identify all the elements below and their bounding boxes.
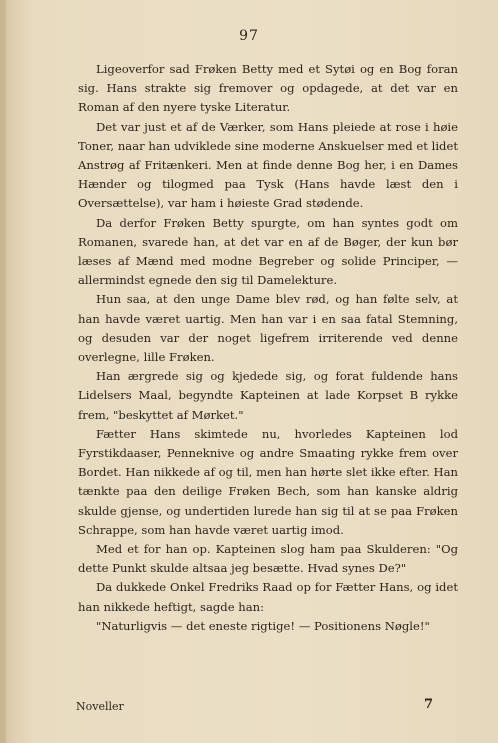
paragraph: Han ærgrede sig og kjedede sig, og forat fuldende hans Lidelsers Maal, begyndte Kapteinen at lade Korpset B rykke frem, "beskyttet af Mørket." <box>78 369 458 422</box>
signature-mark: 7 <box>424 697 434 712</box>
paragraph: "Naturligvis — det eneste rigtige! — Positionens Nøgle!" <box>96 618 430 633</box>
page-number: 97 <box>239 28 259 44</box>
paragraph: Med et for han op. Kapteinen slog ham paa Skulderen: "Og dette Punkt skulde altsaa jeg besætte. Hvad synes De?" <box>78 542 458 576</box>
body-text <box>78 60 458 636</box>
paragraph: Ligeoverfor sad Frøken Betty med et Sytøi og en Bog foran sig. Hans strakte sig fremover og opdagede, at det var en Roman af den nyere tyske Literatur. <box>78 62 458 115</box>
paragraph: Da dukkede Onkel Fredriks Raad op for Fætter Hans, og idet han nikkede heftigt, sagde han: <box>78 580 458 614</box>
paragraph: Det var just et af de Værker, som Hans pleiede at rose i høie Toner, naar han udviklede sine moderne Anskuelser med et lidet Anstrøg af Fritænkeri. Men at finde denne Bog her, i en Dames Hænder og tilogmed paa Tysk (Hans havde læst den i Oversættelse), var ham i høieste Grad stødende. <box>78 119 458 211</box>
paragraph: Da derfor Frøken Betty spurgte, om han syntes godt om Romanen, svarede han, at det var en af de Bøger, der kun bør læses af Mænd med modne Begreber og solide Principer, — allermindst egnede den sig til Damelekture. <box>78 215 458 288</box>
footer-label: Noveller <box>76 700 124 713</box>
paragraph: Fætter Hans skimtede nu, hvorledes Kapteinen lod Fyrstikdaaser, Penneknive og andre Smaating rykke frem over Bordet. Han nikkede af og til, men han hørte slet ikke efter. Han tænkte paa den deilige Frøken Bech, som han kanske aldrig skulde gjense, og undertiden lurede han sig til at se paa Frøken Schrappe, som han havde været uartig imod. <box>78 426 458 537</box>
paragraph: Hun saa, at den unge Dame blev rød, og han følte selv, at han havde været uartig. Men han var i en saa fatal Stemning, og desuden var der noget ligefrem irriterende ved denne overlegne, lille Frøken. <box>78 292 458 365</box>
